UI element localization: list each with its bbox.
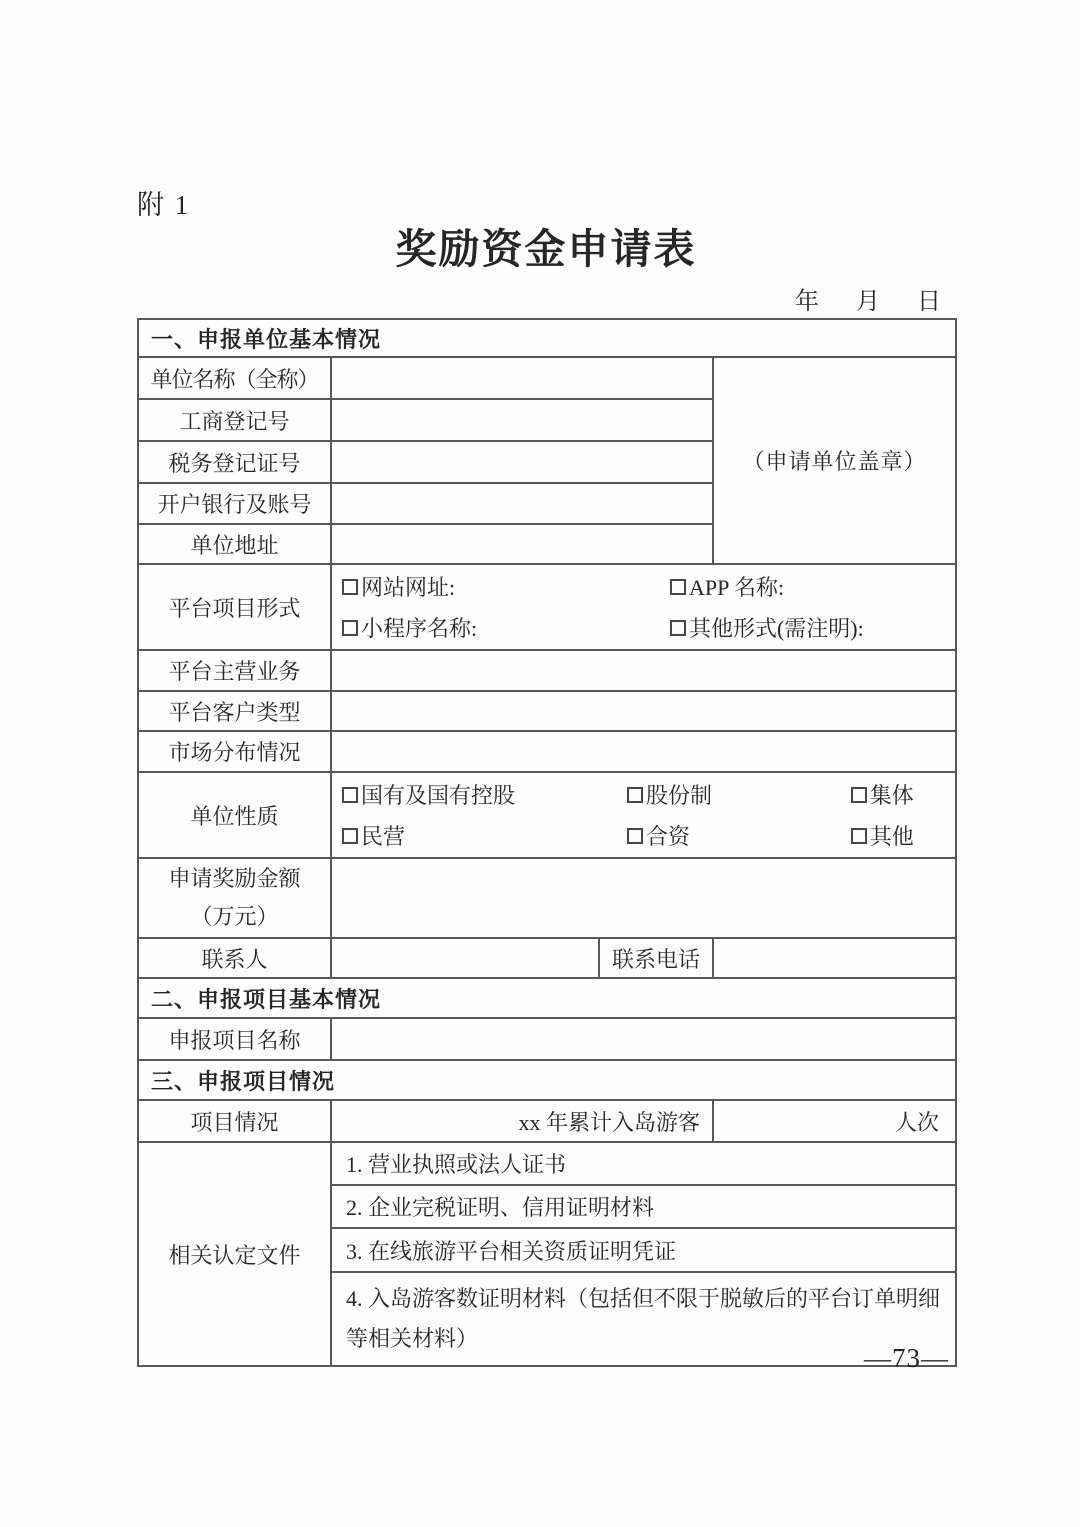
label-unit-address: 单位地址: [138, 524, 331, 564]
value-reward-amount: [331, 858, 956, 938]
document-item: 4. 入岛游客数证明材料（包括但不限于脱敏后的平台订单明细等相关材料）: [331, 1272, 956, 1366]
document-item: 3. 在线旅游平台相关资质证明凭证: [331, 1228, 956, 1272]
checkbox-label: 小程序名称:: [361, 616, 478, 641]
value-unit-name: [331, 357, 713, 399]
table-row: [138, 691, 956, 731]
checkbox-icon: [670, 620, 686, 636]
checkbox-label: 网站网址:: [361, 575, 456, 600]
value-bank-account: [331, 483, 713, 524]
value-platform-form: [331, 564, 956, 650]
row-reward-amount: [138, 858, 956, 938]
label-reward-amount: [138, 858, 331, 938]
value-tax-reg-no: [331, 441, 713, 483]
label-business-reg-no: 工商登记号: [138, 399, 331, 441]
label-unit-name: 单位名称（全称）: [138, 357, 331, 399]
checkbox-option-website: [342, 571, 670, 602]
checkbox-icon: [342, 828, 358, 844]
row-contact: [138, 938, 956, 978]
row-document-1: [138, 1142, 956, 1185]
row-project-status: [138, 1100, 956, 1142]
checkbox-option-state-owned: [342, 779, 627, 810]
date-year-label: 年: [795, 289, 819, 315]
label-platform-form: 平台项目形式: [138, 564, 331, 650]
document-item: 2. 企业完税证明、信用证明材料: [331, 1185, 956, 1228]
row-platform-form: [138, 564, 956, 650]
label-project-status: 项目情况: [138, 1100, 331, 1142]
checkbox-option-collective: [851, 779, 955, 810]
page-title: 奖励资金申请表: [395, 226, 697, 272]
value-market-distribution: [331, 731, 956, 772]
label-tax-reg-no: 税务登记证号: [138, 441, 331, 483]
row-section3-header: [138, 1060, 956, 1100]
row-section1-header: [138, 319, 956, 357]
checkbox-icon: [670, 579, 686, 595]
checkbox-label: 集体: [869, 783, 914, 808]
row-unit-nature: [138, 772, 956, 858]
checkbox-label: 其他形式(需注明):: [688, 616, 864, 641]
checkbox-option-other-form: [670, 612, 955, 643]
document-item: 1. 营业执照或法人证书: [331, 1142, 956, 1185]
table-row: [138, 357, 956, 399]
label-unit-nature: 单位性质: [138, 772, 331, 858]
label-contact-phone: 联系电话: [599, 938, 713, 978]
label-project-name: 申报项目名称: [138, 1018, 331, 1060]
attachment-label: 附 1: [137, 190, 191, 220]
label-customer-type: 平台客户类型: [138, 691, 331, 731]
checkbox-label: 国有及国有控股: [361, 783, 516, 808]
label-reward-amount-line2: （万元）: [190, 904, 279, 929]
table-row: [138, 1018, 956, 1060]
label-contact-person: 联系人: [138, 938, 331, 978]
date-day-label: 日: [917, 289, 941, 315]
value-contact-phone: [713, 938, 956, 978]
page-number: —73—: [864, 1343, 949, 1373]
value-contact-person: [331, 938, 599, 978]
section2-header: 二、申报项目基本情况: [138, 978, 956, 1018]
label-bank-account: 开户银行及账号: [138, 483, 331, 524]
checkbox-option-joint-venture: [627, 820, 851, 851]
value-project-name: [331, 1018, 956, 1060]
value-business-reg-no: [331, 399, 713, 441]
application-form-table: [137, 318, 957, 1367]
label-reward-amount-line1: 申请奖励金额: [168, 866, 301, 891]
value-unit-address: [331, 524, 713, 564]
checkbox-label: 股份制: [646, 783, 713, 808]
checkbox-icon: [851, 828, 867, 844]
checkbox-label: 其他: [869, 824, 914, 849]
section1-header: 一、申报单位基本情况: [138, 319, 956, 357]
label-market-distribution: 市场分布情况: [138, 731, 331, 772]
checkbox-icon: [627, 828, 643, 844]
checkbox-icon: [342, 579, 358, 595]
row-section2-header: [138, 978, 956, 1018]
checkbox-icon: [851, 787, 867, 803]
label-main-business: 平台主营业务: [138, 650, 331, 691]
checkbox-icon: [627, 787, 643, 803]
checkbox-icon: [342, 787, 358, 803]
checkbox-option-joint-stock: [627, 779, 851, 810]
checkbox-option-miniprogram: [342, 612, 670, 643]
value-unit-nature: [331, 772, 956, 858]
date-line: [137, 281, 947, 316]
table-row: [138, 650, 956, 691]
date-month-label: 月: [856, 289, 880, 315]
checkbox-option-private: [342, 820, 627, 851]
value-main-business: [331, 650, 956, 691]
checkbox-label: APP 名称:: [688, 575, 785, 600]
checkbox-option-app: [670, 571, 955, 602]
label-visitors: xx 年累计入岛游客: [331, 1100, 713, 1142]
value-customer-type: [331, 691, 956, 731]
stamp-note: （申请单位盖章）: [713, 357, 956, 564]
table-row: [138, 731, 956, 772]
section3-header: 三、申报项目情况: [138, 1060, 956, 1100]
checkbox-label: 民营: [361, 824, 406, 849]
label-documents: 相关认定文件: [138, 1142, 331, 1366]
checkbox-label: 合资: [646, 824, 691, 849]
checkbox-icon: [342, 620, 358, 636]
visitors-unit-label: 人次: [713, 1100, 956, 1142]
checkbox-option-other-nature: [851, 820, 955, 851]
